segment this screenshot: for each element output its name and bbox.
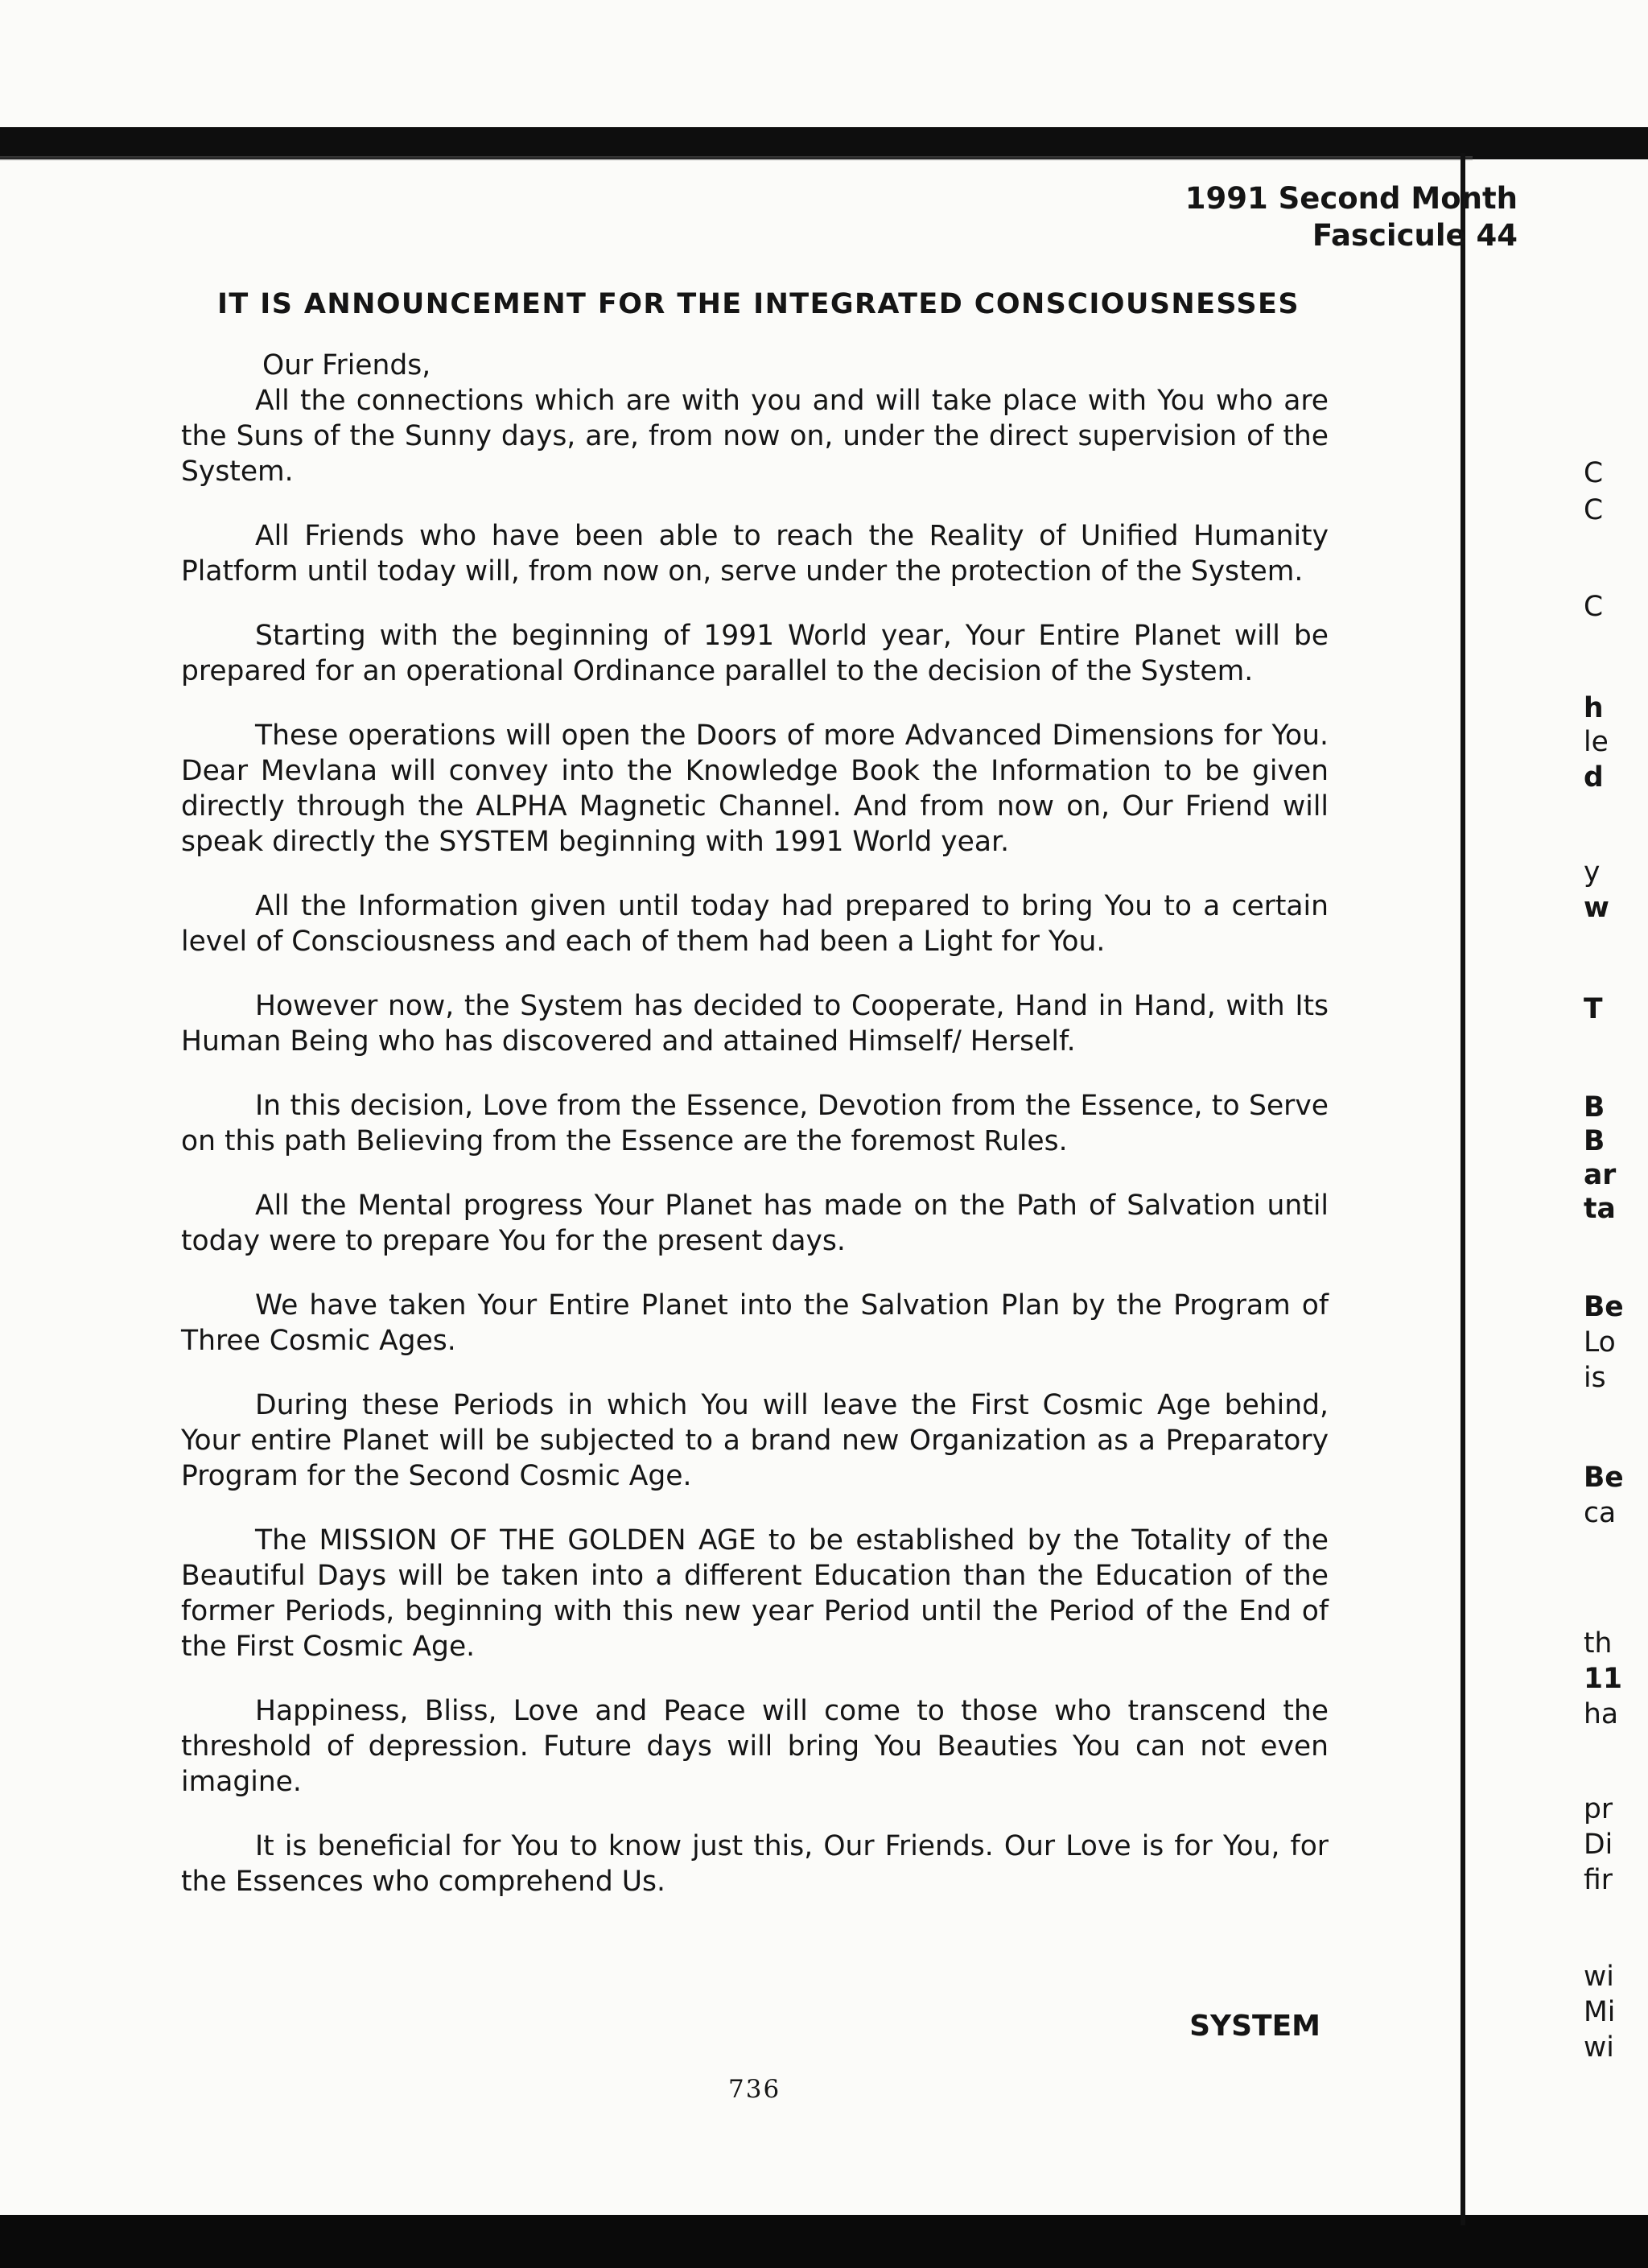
paragraph: It is beneficial for You to know just this, Our Friends. Our Love is for You, for the Essences who comprehend Us. (181, 1830, 1329, 1898)
right-page-fragment: B (1584, 1125, 1605, 1157)
right-page-fragment: ar (1584, 1159, 1617, 1191)
scan-bottom-border (0, 2215, 1648, 2268)
right-page-fragment: h (1584, 692, 1604, 724)
page-number: 736 (728, 2075, 781, 2104)
greeting: Our Friends, (262, 349, 431, 381)
paragraph: All Friends who have been able to reach the Reality of Unified Humanity Platform until today will, from now on, serve under the protection of the System. (181, 520, 1329, 588)
paragraph: All the Information given until today had prepared to bring You to a certain level of Consciousness and each of them had been a Light for You. (181, 890, 1329, 958)
paragraph: All the connections which are with you and will take place with You who are the Suns of the Sunny days, are, from now on, under the direct supervision of the System. (181, 385, 1329, 488)
right-page-edge (1465, 159, 1648, 2215)
right-page-fragment: Be (1584, 1462, 1624, 1494)
right-page-fragment: le (1584, 726, 1609, 758)
right-page-fragment: th (1584, 1627, 1613, 1660)
right-page-fragment: B (1584, 1091, 1605, 1124)
paragraph: These operations will open the Doors of more Advanced Dimensions for You. Dear Mevlana will convey into the Knowledge Book the Information to be given directly through the ALPHA Magnetic Channel. And from now on, Our Friend will speak directly the SYSTEM beginning with 1991 World year. (181, 720, 1329, 858)
page-title: IT IS ANNOUNCEMENT FOR THE INTEGRATED CONSCIOUSNESSES (217, 288, 1300, 320)
right-page-fragment: wi (1584, 2031, 1614, 2064)
paragraph: In this decision, Love from the Essence, Devotion from the Essence, to Serve on this path Believing from the Essence are the foremost Rules. (181, 1090, 1329, 1157)
right-page-fragment: ca (1584, 1497, 1617, 1529)
right-page-fragment: w (1584, 892, 1609, 924)
right-page-fragment: C (1584, 591, 1604, 623)
right-page-fragment: wi (1584, 1961, 1614, 1993)
right-page-fragment: Lo (1584, 1326, 1616, 1359)
right-page-fragment: ta (1584, 1193, 1616, 1225)
paragraph: All the Mental progress Your Planet has made on the Path of Salvation until today were to prepare You for the present days. (181, 1190, 1329, 1257)
right-page-fragment: d (1584, 761, 1604, 794)
signature: SYSTEM (1189, 2010, 1320, 2043)
right-page-fragment: Mi (1584, 1996, 1616, 2028)
paragraph: The MISSION OF THE GOLDEN AGE to be established by the Totality of the Beautiful Days will be taken into a different Education than the Education of the former Periods, beginning with this new year Period until the Period of the End of the First Cosmic Age. (181, 1524, 1329, 1663)
right-page-fragment: ha (1584, 1698, 1619, 1730)
right-page-fragment: is (1584, 1362, 1606, 1394)
right-page-fragment: C (1584, 494, 1604, 526)
paragraph: Happiness, Bliss, Love and Peace will come to those who transcend the threshold of depression. Future days will bring You Beauties You can not even imagine. (181, 1695, 1329, 1798)
paragraph: During these Periods in which You will leave the First Cosmic Age behind, Your entire Planet will be subjected to a brand new Organization as a Preparatory Program for the Second Cosmic Age. (181, 1389, 1329, 1492)
right-page-fragment: y (1584, 856, 1601, 889)
right-page-fragment: T (1584, 993, 1603, 1025)
paragraph: We have taken Your Entire Planet into the Salvation Plan by the Program of Three Cosmic Ages. (181, 1289, 1329, 1357)
right-page-fragment: C (1584, 457, 1604, 489)
date-line: 1991 Second Month (1184, 181, 1518, 216)
fascicule-number: Fascicule 44 (1312, 218, 1518, 253)
right-page-fragment: 11 (1584, 1663, 1623, 1695)
right-page-fragment: pr (1584, 1793, 1613, 1825)
right-page-fragment: Di (1584, 1829, 1613, 1861)
paragraph: However now, the System has decided to Cooperate, Hand in Hand, with Its Human Being who has discovered and attained Himself/ Herself. (181, 990, 1329, 1058)
scan-top-border (0, 127, 1648, 159)
right-page-fragment: fir (1584, 1864, 1613, 1896)
paragraph: Starting with the beginning of 1991 World year, Your Entire Planet will be prepared for an operational Ordinance parallel to the decision of the System. (181, 620, 1329, 687)
right-page-fragment: Be (1584, 1291, 1624, 1323)
body-text (181, 383, 1329, 1928)
